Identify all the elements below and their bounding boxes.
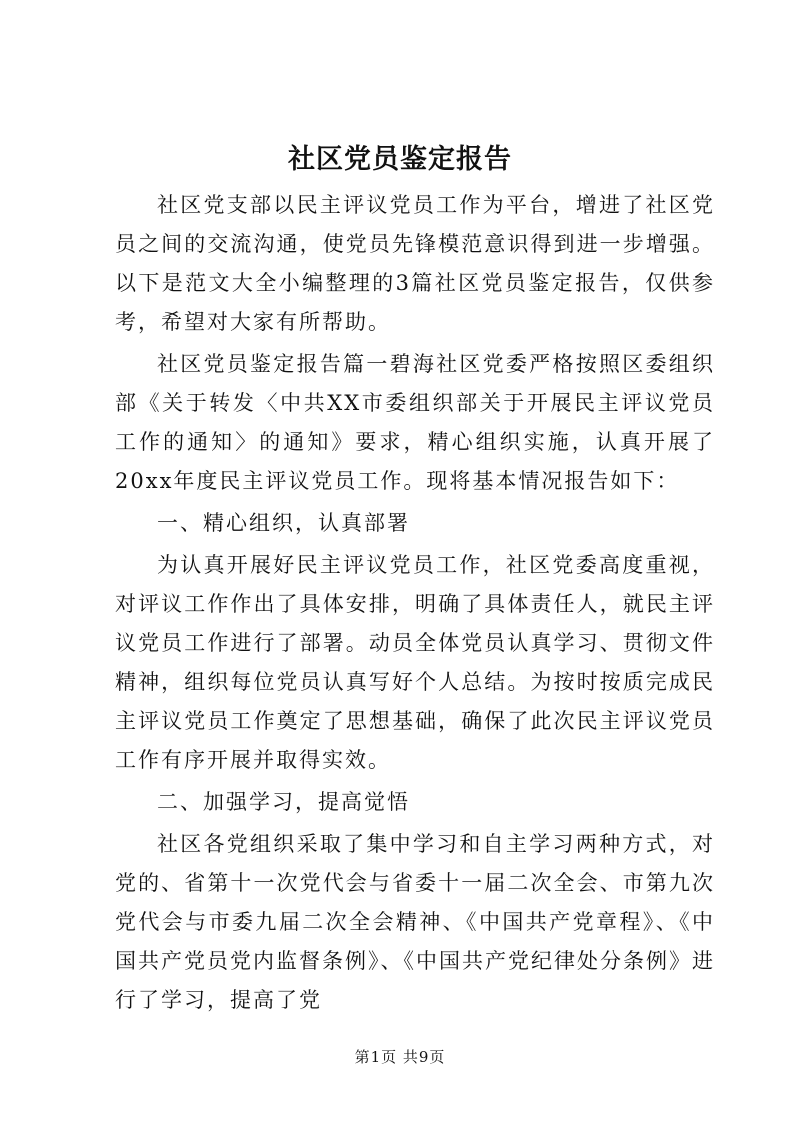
paragraph-report-one: 社区党员鉴定报告篇一碧海社区党委严格按照区委组织部《关于转发〈中共XX市委组织部关于开展民主评议党员工作的通知〉的通知》要求，精心组织实施，认真开展了20xx年度民主评议党员工作。现将基本情况报告如下： <box>115 352 715 493</box>
section-heading-two: 二、加强学习，提高觉悟 <box>157 790 410 814</box>
section-heading-one: 一、精心组织，认真部署 <box>157 511 410 535</box>
paragraph-section-two: 社区各党组织采取了集中学习和自主学习两种方式，对党的、省第十一次党代会与省委十一届二次全会、市第九次党代会与市委九届二次全会精神、《中国共产党章程》、《中国共产党员党内监督条例》、《中国共产党纪律处分条例》进行了学习，提高了党 <box>115 832 715 1012</box>
page-number-footer: 第1页 共9页 <box>354 1048 446 1066</box>
document-title: 社区党员鉴定报告 <box>288 144 512 175</box>
paragraph-section-one: 为认真开展好民主评议党员工作，社区党委高度重视，对评议工作作出了具体安排，明确了具体责任人，就民主评议党员工作进行了部署。动员全体党员认真学习、贯彻文件精神，组织每位党员认真写好个人总结。为按时按质完成民主评议党员工作奠定了思想基础，确保了此次民主评议党员工作有序开展并取得实效。 <box>115 553 715 772</box>
document-body <box>115 186 715 1023</box>
paragraph-intro: 社区党支部以民主评议党员工作为平台，增进了社区党员之间的交流沟通，使党员先锋模范意识得到进一步增强。以下是范文大全小编整理的3篇社区党员鉴定报告，仅供参考，希望对大家有所帮助。 <box>115 193 715 334</box>
